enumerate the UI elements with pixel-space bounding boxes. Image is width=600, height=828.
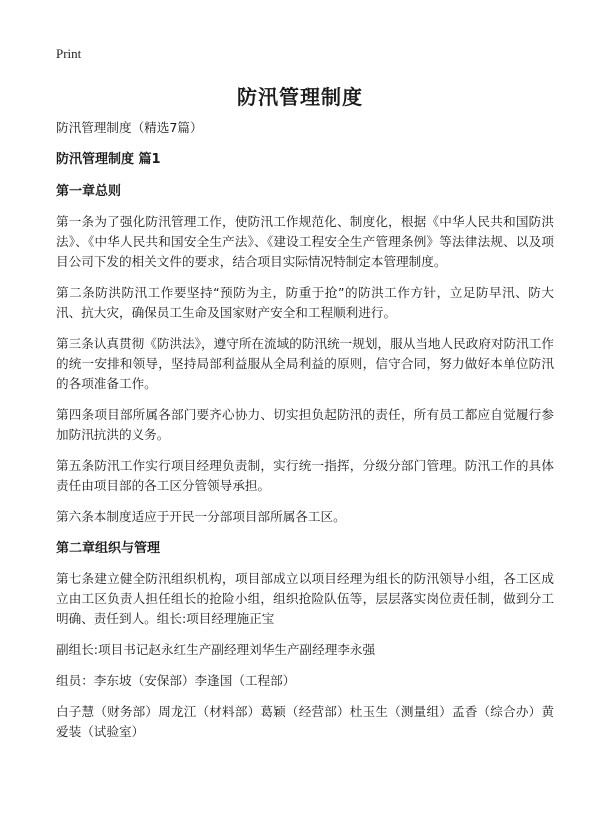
article-paragraph: 第七条建立健全防汛组织机构，项目部成立以项目经理为组长的防汛领导小组，各工区成立由工区负责人担任组长的抢险小组，组织抢险队伍等，层层落实岗位责任制，做到分工明确、责任到人。组长:项目经理施正宝 [56, 571, 554, 626]
document-subtitle: 防汛管理制度（精选7篇） [56, 120, 203, 135]
member-line: 副组长:项目书记赵永红生产副经理刘华生产副经理李永强 [56, 642, 376, 657]
article-paragraph: 第二条防洪防汛工作要坚持“预防为主，防重于抢”的防洪工作方针，立足防早汛、防大汛、抗大灾，确保员工生命及国家财产安全和工程顺利进行。 [56, 285, 554, 320]
document-title: 防汛管理制度 [237, 85, 363, 109]
print-link[interactable]: Print [56, 46, 82, 61]
article-paragraph: 第五条防汛工作实行项目经理负责制，实行统一指挥，分级分部门管理。防汛工作的具体责任由项目部的各工区分管领导承担。 [56, 458, 554, 493]
article-paragraph: 第四条项目部所属各部门要齐心协力、切实担负起防汛的责任，所有员工都应自觉履行参加防汛抗洪的义务。 [56, 407, 554, 442]
article-paragraph: 第六条本制度适应于开民一分部项目部所属各工区。 [56, 509, 346, 524]
article-paragraph: 第一条为了强化防汛管理工作，使防汛工作规范化、制度化，根据《中华人民共和国防洪法》、《中华人民共和国安全生产法》、《建设工程安全生产管理条例》等法律法规、以及项目公司下发的相关文件的要求，结合项目实际情况特制定本管理制度。 [56, 214, 554, 269]
chapter-heading-2: 第二章组织与管理 [56, 541, 161, 556]
part-heading: 防汛管理制度 篇1 [56, 152, 161, 167]
document-body [56, 118, 554, 753]
member-line: 组员：李东坡（安保部）李逢国（工程部） [56, 673, 296, 688]
member-line: 白子慧（财务部）周龙江（材料部）葛颖（经营部）杜玉生（测量组）孟香（综合办）黄爱装（试验室） [56, 704, 554, 739]
article-paragraph: 第三条认真贯彻《防洪法》，遵守所在流域的防汛统一规划，服从当地人民政府对防汛工作的统一安排和领导，坚持局部利益服从全局利益的原则，信守合同，努力做好本单位防汛的各项准备工作。 [56, 336, 554, 391]
chapter-heading-1: 第一章总则 [56, 184, 122, 199]
